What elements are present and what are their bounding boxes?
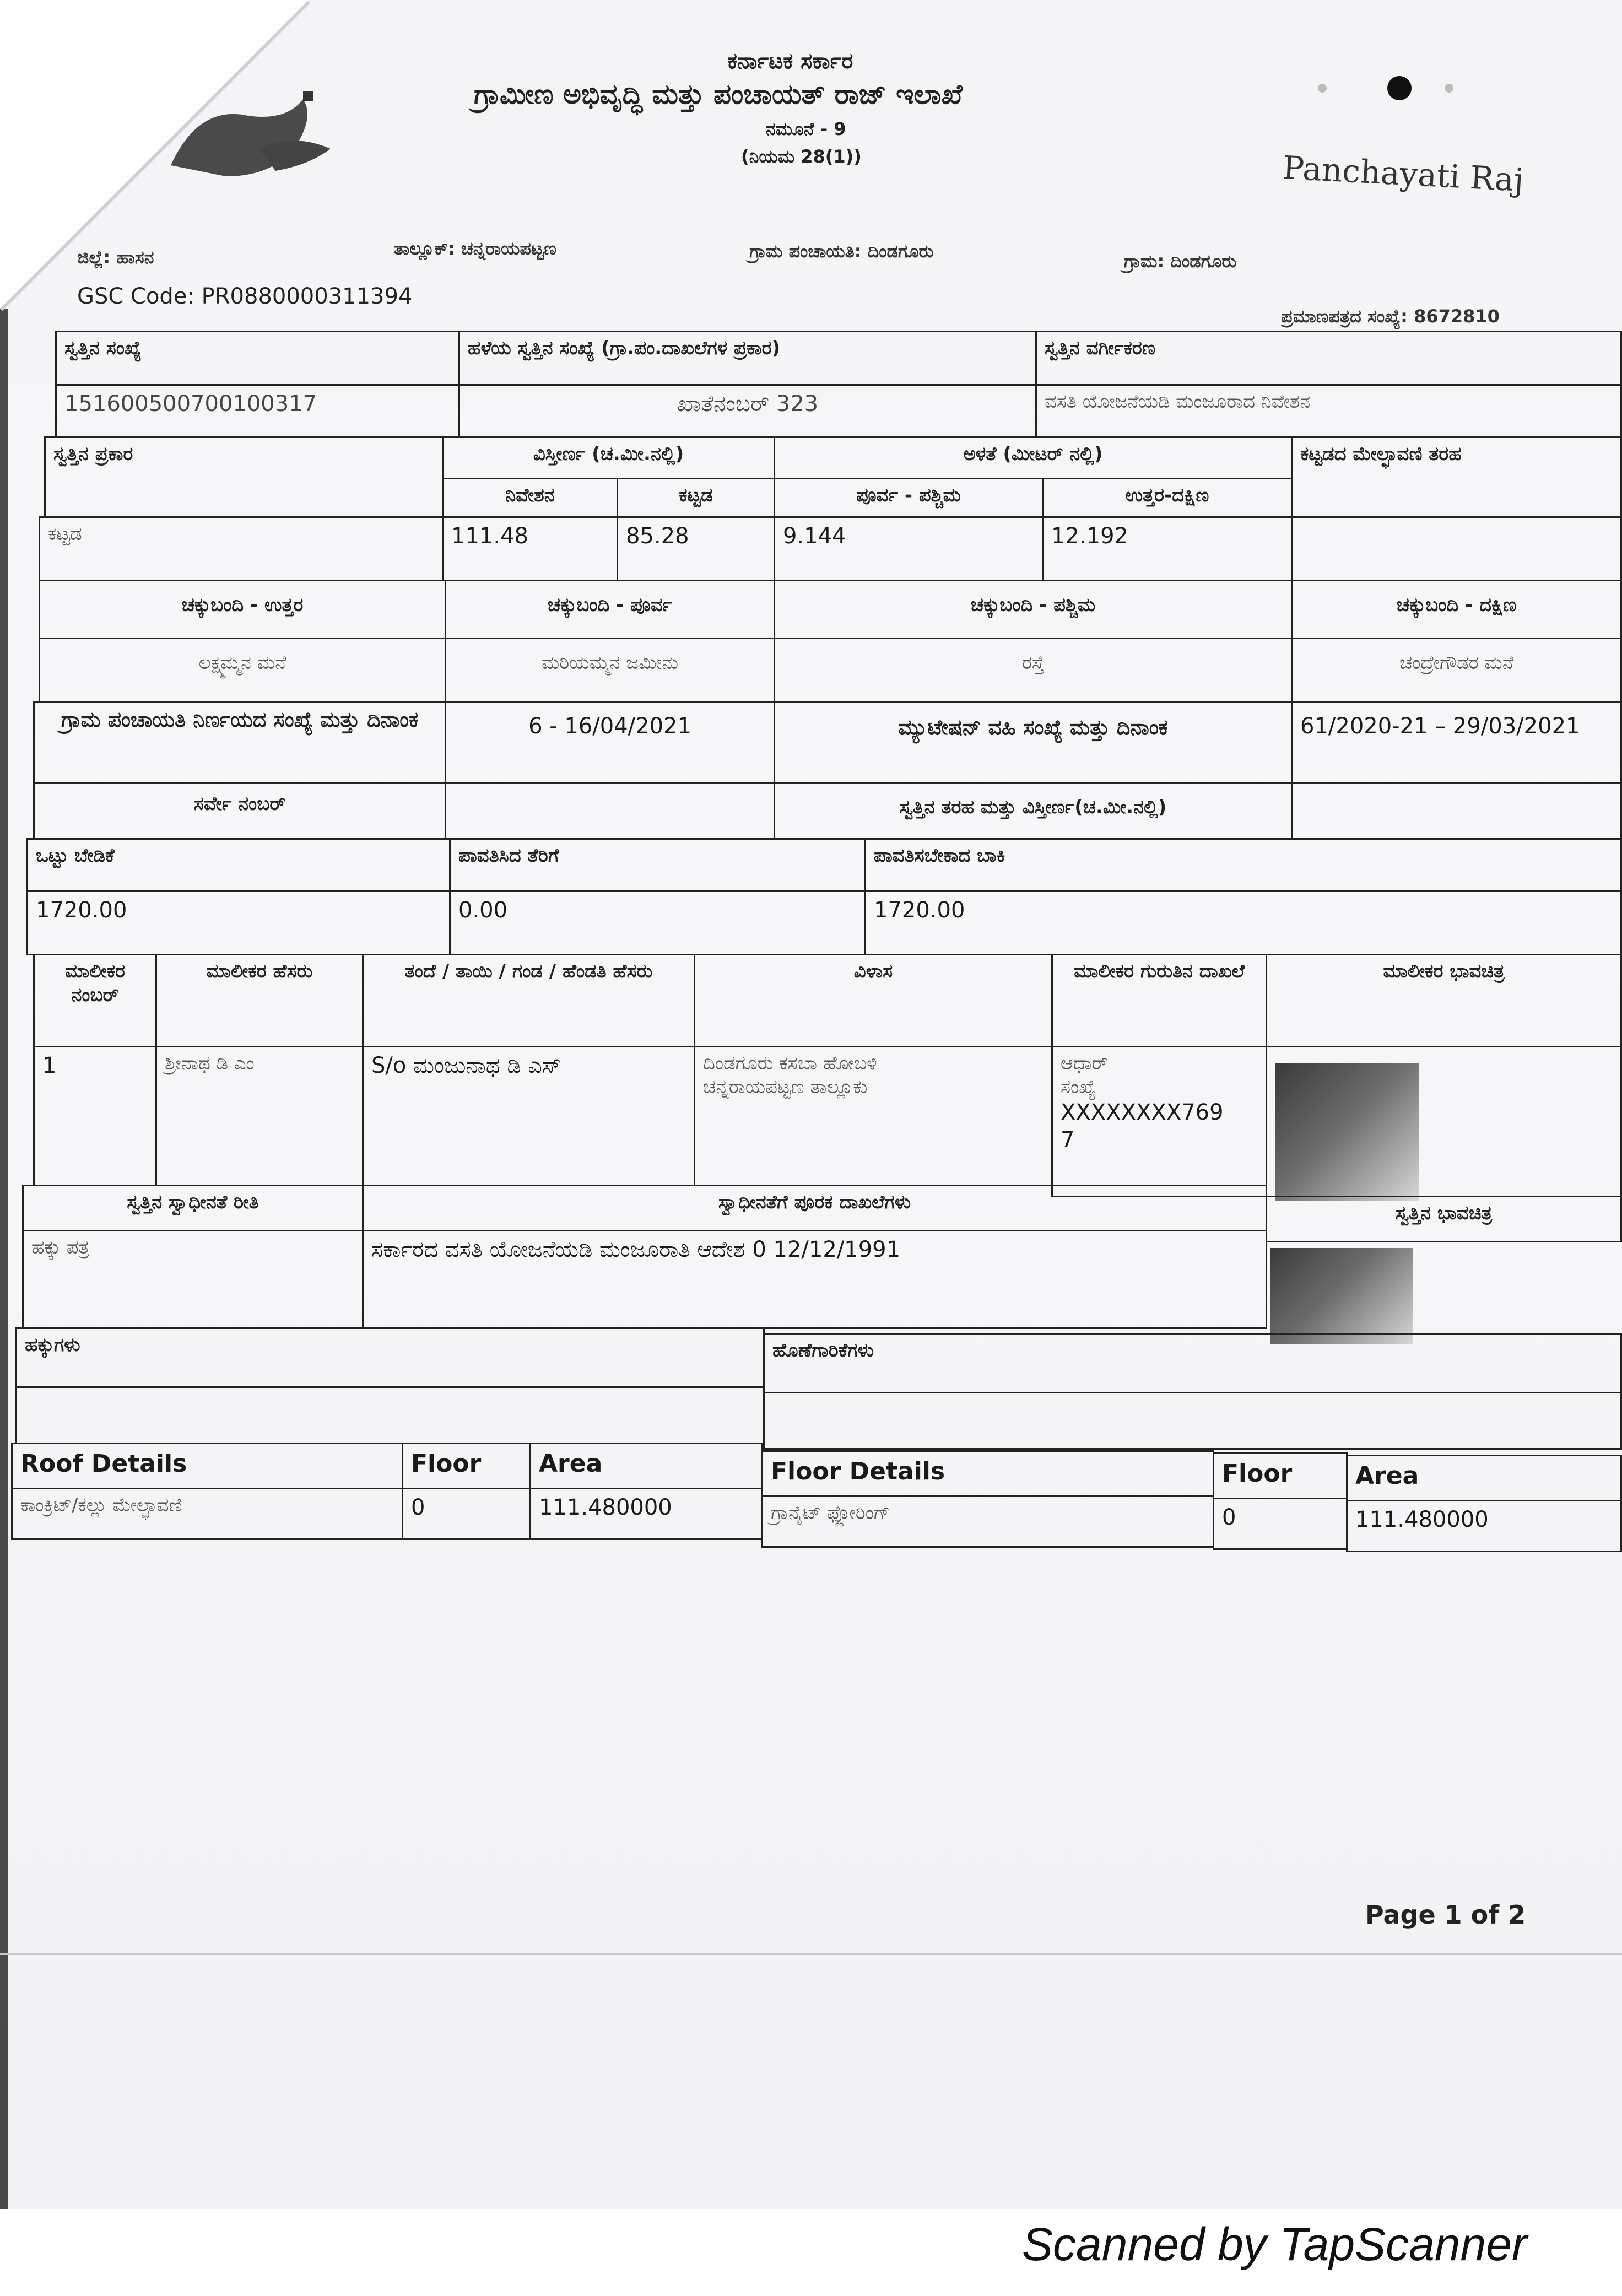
ownership-mode: ಹಕ್ಕು ಪತ್ರ (22, 1230, 364, 1329)
floor-floor: 0 (1213, 1498, 1348, 1550)
property-kind-label: ಸ್ವತ್ತಿನ ತರಹ ಮತ್ತು ವಿಸ್ತೀರ್ಣ(ಚ.ಮೀ.ನಲ್ಲಿ) (774, 782, 1293, 840)
survey-number (445, 782, 775, 840)
total-demand-label: ಒಟ್ಟು ಬೇಡಿಕೆ (26, 838, 451, 892)
floor-area: 111.480000 (1346, 1500, 1622, 1552)
gsc-code: GSC Code: PR0880000311394 (77, 284, 413, 309)
id-type-number: ಸಂಖ್ಯೆ (1061, 1076, 1096, 1098)
address-line-2: ಚನ್ನರಾಯಪಟ್ಟಣ ತಾಲ್ಲೂಕು (703, 1076, 868, 1098)
scanner-watermark: Scanned by TapScanner (1022, 2218, 1527, 2270)
brand-logotype: Panchayati Raj (1282, 149, 1525, 199)
mutation-label: ಮ್ಯುಟೇಷನ್ ವಹಿ ಸಂಖ್ಯೆ ಮತ್ತು ದಿನಾಂಕ (774, 701, 1293, 784)
header-decoration-icon (1289, 72, 1471, 105)
measurement-label: ಅಳತೆ (ಮೀಟರ್ ನಲ್ಲಿ) (774, 436, 1293, 479)
aadhaar-masked: XXXXXXXX769 (1061, 1100, 1224, 1125)
roof-area: 111.480000 (529, 1488, 763, 1540)
gp-resolution: 6 - 16/04/2021 (445, 701, 775, 784)
paid-tax: 0.00 (449, 890, 866, 955)
owner-address (694, 1046, 1053, 1186)
page-edge-shadow (0, 309, 8, 2209)
roof-floor-label: Floor (402, 1443, 531, 1489)
east-boundary-label: ಚಕ್ಕುಬಂದಿ - ಪೂರ್ವ (445, 580, 775, 639)
east-west-label: ಪೂರ್ವ - ಪಶ್ಚಿಮ (774, 478, 1044, 518)
classification-label: ಸ್ವತ್ತಿನ ವರ್ಗೀಕರಣ (1035, 331, 1622, 386)
building-roof-type-label: ಕಟ್ಟಡದ ಮೇಲ್ಛಾವಣಿ ತರಹ (1291, 436, 1622, 518)
floor-area-label: Area (1346, 1455, 1622, 1501)
west-boundary: ರಸ್ತೆ (774, 638, 1293, 703)
rule-number: (ನಿಯಮ 28(1)) (741, 146, 862, 167)
owner-number: 1 (33, 1046, 157, 1186)
built-area: 85.28 (617, 516, 775, 581)
owner-number-label: ಮಾಲೀಕರ ನಂಬರ್ (33, 954, 157, 1047)
govt-title: ಕರ್ನಾಟಕ ಸರ್ಕಾರ (727, 48, 853, 74)
district: ಜಿಲ್ಲೆ: ಹಾಸನ (77, 247, 154, 268)
mutation-number-date: 61/2020-21 – 29/03/2021 (1291, 701, 1622, 784)
ownership-docs: ಸರ್ಕಾರದ ವಸತಿ ಯೋಜನೆಯಡಿ ಮಂಜೂರಾತಿ ಆದೇಶ 0 12/12/1991 (362, 1230, 1267, 1329)
rights-label: ಹಕ್ಕುಗಳು (15, 1327, 765, 1388)
relation-name-label: ತಂದೆ / ತಾಯಿ / ಗಂಡ / ಹೆಂಡತಿ ಹೆಸರು (362, 954, 695, 1047)
site-area: 111.48 (442, 516, 618, 581)
property-type-label: ಸ್ವತ್ತಿನ ಪ್ರಕಾರ (44, 436, 444, 518)
form-number: ನಮೂನೆ - 9 (766, 118, 846, 139)
property-photo-label: ಸ್ವತ್ತಿನ ಭಾವಚಿತ್ರ (1266, 1196, 1622, 1242)
taluk: ತಾಲ್ಲೂಕ್: ಚನ್ನರಾಯಪಟ್ಟಣ (394, 238, 556, 259)
village: ಗ್ರಾಮ: ದಿಂಡಗೂರು (1124, 251, 1237, 272)
north-boundary: ಲಕ್ಷ್ಮಮ್ಮನ ಮನೆ (39, 638, 446, 703)
total-demand: 1720.00 (26, 890, 451, 955)
balance-due: 1720.00 (864, 890, 1622, 955)
certificate-number: ಪ್ರಮಾಣಪತ್ರದ ಸಂಖ್ಯೆ: 8672810 (1281, 306, 1500, 327)
old-property-id: ಖಾತೆನಂಬರ್ 323 (458, 384, 1037, 438)
north-south: 12.192 (1042, 516, 1293, 581)
old-property-id-label: ಹಳೆಯ ಸ್ವತ್ತಿನ ಸಂಖ್ಯೆ (ಗ್ರಾ.ಪಂ.ದಾಖಲೆಗಳ ಪ್ರಕಾರ) (458, 331, 1037, 386)
property-id-label: ಸ್ವತ್ತಿನ ಸಂಖ್ಯೆ (55, 331, 460, 386)
gp-resolution-label: ಗ್ರಾಮ ಪಂಚಾಯತಿ ನಿರ್ಣಯದ ಸಂಖ್ಯೆ ಮತ್ತು ದಿನಾಂಕ (33, 701, 446, 784)
roof-details-label: Roof Details (11, 1443, 403, 1489)
owner-photo-label: ಮಾಲೀಕರ ಭಾವಚಿತ್ರ (1266, 954, 1622, 1047)
property-photo (1270, 1248, 1413, 1344)
floor-details-label: Floor Details (761, 1450, 1214, 1497)
south-boundary-label: ಚಕ್ಕುಬಂದಿ - ದಕ್ಷಿಣ (1291, 580, 1622, 639)
page-number: Page 1 of 2 (1365, 1900, 1526, 1930)
property-id: 151600500700100317 (55, 384, 460, 438)
east-west: 9.144 (774, 516, 1044, 581)
page-divider (0, 1953, 1622, 1955)
survey-number-label: ಸರ್ವೇ ನಂಬರ್ (33, 782, 446, 840)
north-south-label: ಉತ್ತರ-ದಕ್ಷಿಣ (1042, 478, 1293, 518)
address-label: ವಿಳಾಸ (694, 954, 1053, 1047)
owner-name: ಶ್ರೀನಾಥ ಡಿ ಎಂ (155, 1046, 364, 1186)
liabilities-label: ಹೊಣೆಗಾರಿಕೆಗಳು (763, 1333, 1622, 1393)
property-type: ಕಟ್ಟಡ (39, 516, 444, 581)
site-area-label: ನಿವೇಶನ (442, 478, 618, 518)
rights (15, 1386, 765, 1444)
paid-tax-label: ಪಾವತಿಸಿದ ತೆರಿಗೆ (449, 838, 866, 892)
north-boundary-label: ಚಕ್ಕುಬಂದಿ - ಉತ್ತರ (39, 580, 446, 639)
owner-photo (1275, 1063, 1419, 1201)
department-title: ಗ್ರಾಮೀಣ ಅಭಿವೃದ್ಧಿ ಮತ್ತು ಪಂಚಾಯತ್ ರಾಜ್ ಇಲಾಖೆ (474, 78, 963, 110)
owner-name-label: ಮಾಲೀಕರ ಹೆಸರು (155, 954, 364, 1047)
liabilities (763, 1392, 1622, 1450)
area-label: ವಿಸ್ತೀರ್ಣ (ಚ.ಮೀ.ನಲ್ಲಿ) (442, 436, 775, 479)
roof-area-label: Area (529, 1443, 763, 1489)
ownership-docs-label: ಸ್ವಾಧೀನತೆಗೆ ಪೂರಕ ದಾಖಲೆಗಳು (362, 1185, 1267, 1231)
owner-id-proof (1051, 1046, 1267, 1197)
roof-floor: 0 (402, 1488, 531, 1540)
south-boundary: ಚಂದ್ರೇಗೌಡರ ಮನೆ (1291, 638, 1622, 703)
building-roof-type (1291, 516, 1622, 581)
classification: ವಸತಿ ಯೋಜನೆಯಡಿ ಮಂಜೂರಾದ ನಿವೇಶನ (1035, 384, 1622, 438)
id-type: ಆಧಾರ್ (1061, 1052, 1108, 1074)
ownership-mode-label: ಸ್ವತ್ತಿನ ಸ್ವಾಧೀನತೆ ರೀತಿ (22, 1185, 364, 1231)
east-boundary: ಮರಿಯಮ್ಮನ ಜಮೀನು (445, 638, 775, 703)
built-area-label: ಕಟ್ಟಡ (617, 478, 775, 518)
floor-floor-label: Floor (1213, 1452, 1348, 1499)
west-boundary-label: ಚಕ್ಕುಬಂದಿ - ಪಶ್ಚಿಮ (774, 580, 1293, 639)
aadhaar-masked-tail: 7 (1061, 1127, 1075, 1153)
property-kind (1291, 782, 1622, 840)
roof-type: ಕಾಂಕ್ರಿಟ್/ಕಲ್ಲು ಮೇಲ್ಛಾವಣಿ (11, 1488, 403, 1540)
owner-id-label: ಮಾಲೀಕರ ಗುರುತಿನ ದಾಖಲೆ (1051, 954, 1267, 1047)
gram-panchayat: ಗ್ರಾಮ ಪಂಚಾಯತಿ: ದಿಂಡಗೂರು (749, 241, 934, 262)
relation-name: S/o ಮಂಜುನಾಥ ಡಿ ಎಸ್ (362, 1046, 695, 1186)
address-line-1: ದಿಂಡಗೂರು ಕಸಬಾ ಹೋಬಳಿ (703, 1052, 877, 1074)
balance-due-label: ಪಾವತಿಸಬೇಕಾದ ಬಾಕಿ (864, 838, 1622, 892)
floor-type: ಗ್ರಾನೈಟ್ ಫ್ಲೋರಿಂಗ್ (761, 1495, 1214, 1548)
